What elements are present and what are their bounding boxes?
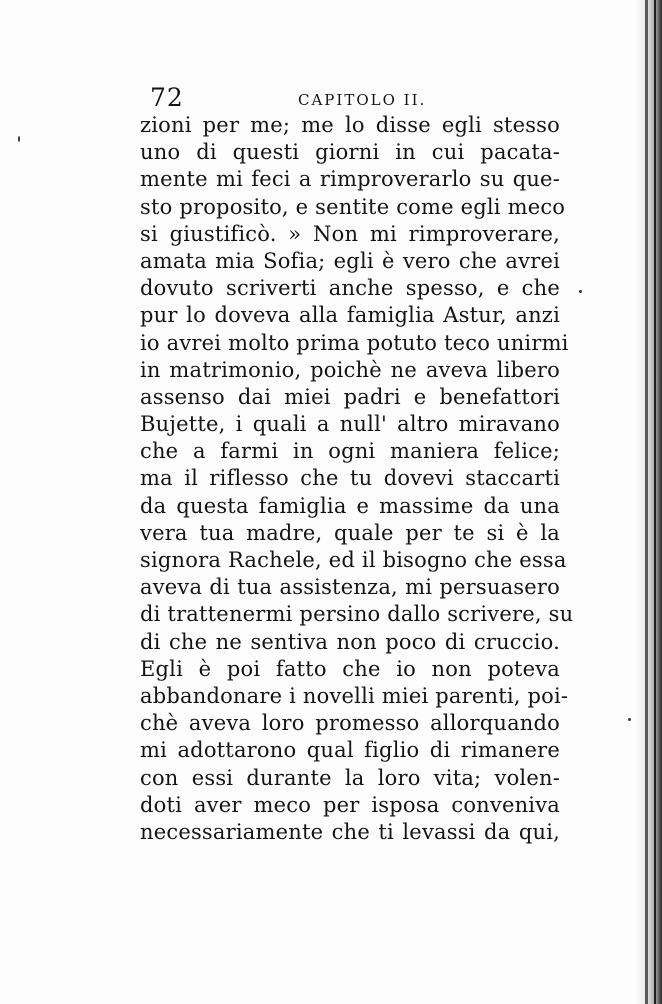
running-head: CAPITOLO II. xyxy=(298,91,427,109)
text-line: Egli è poi fatto che io non poteva xyxy=(140,656,560,681)
text-line: pur lo doveva alla famiglia Astur, anzi xyxy=(140,303,560,328)
text-line: ma il riflesso che tu dovevi staccarti xyxy=(140,466,560,491)
page-number: 72 xyxy=(150,83,184,112)
text-line: di che ne sentiva non poco di cruccio. xyxy=(140,629,560,654)
text-line: abbandonare i novelli miei parenti, poi- xyxy=(140,683,569,708)
text-line: si giustificò. » Non mi rimproverare, xyxy=(140,221,560,246)
text-line: sto proposito, e sentite come egli meco xyxy=(140,194,566,219)
text-line: chè aveva loro promesso allorquando xyxy=(140,711,560,736)
text-line: con essi durante la loro vita; volen- xyxy=(140,765,560,790)
text-line: dovuto scriverti anche spesso, e che xyxy=(140,276,560,301)
text-line: vera tua madre, quale per te si è la xyxy=(140,520,560,545)
text-line: Bujette, i quali a null' altro miravano xyxy=(140,412,560,437)
page-header xyxy=(150,83,560,113)
text-line: mente mi feci a rimproverarlo su que- xyxy=(140,167,560,192)
text-line: in matrimonio, poichè ne aveva libero xyxy=(140,357,560,382)
ink-speck xyxy=(628,718,631,721)
text-line: che a farmi in ogni maniera felice; xyxy=(140,439,560,464)
body-text xyxy=(140,112,574,846)
text-line: doti aver meco per isposa conveniva xyxy=(140,792,560,817)
text-line: zioni per me; me lo disse egli stesso xyxy=(140,113,560,137)
page-edge-shadow xyxy=(636,0,662,1004)
page-edge-line xyxy=(645,0,648,1004)
text-line: aveva di tua assistenza, mi persuasero xyxy=(140,575,560,600)
ink-speck xyxy=(579,290,582,293)
page-edge-line-outer xyxy=(654,0,656,1004)
text-line: da questa famiglia e massime da una xyxy=(140,493,560,518)
text-line: necessariamente che ti levassi da qui, xyxy=(140,819,560,844)
ink-speck xyxy=(18,136,20,142)
text-line: io avrei molto prima potuto teco unirmi xyxy=(140,330,569,355)
text-line: amata mia Sofia; egli è vero che avrei xyxy=(140,248,560,273)
text-line: mi adottarono qual figlio di rimanere xyxy=(140,738,560,763)
text-line: uno di questi giorni in cui pacata- xyxy=(140,140,560,165)
text-line: signora Rachele, ed il bisogno che essa xyxy=(140,548,567,572)
text-line: assenso dai miei padri e benefattori xyxy=(140,384,560,409)
text-line: di trattenermi persino dallo scrivere, su xyxy=(140,602,574,627)
